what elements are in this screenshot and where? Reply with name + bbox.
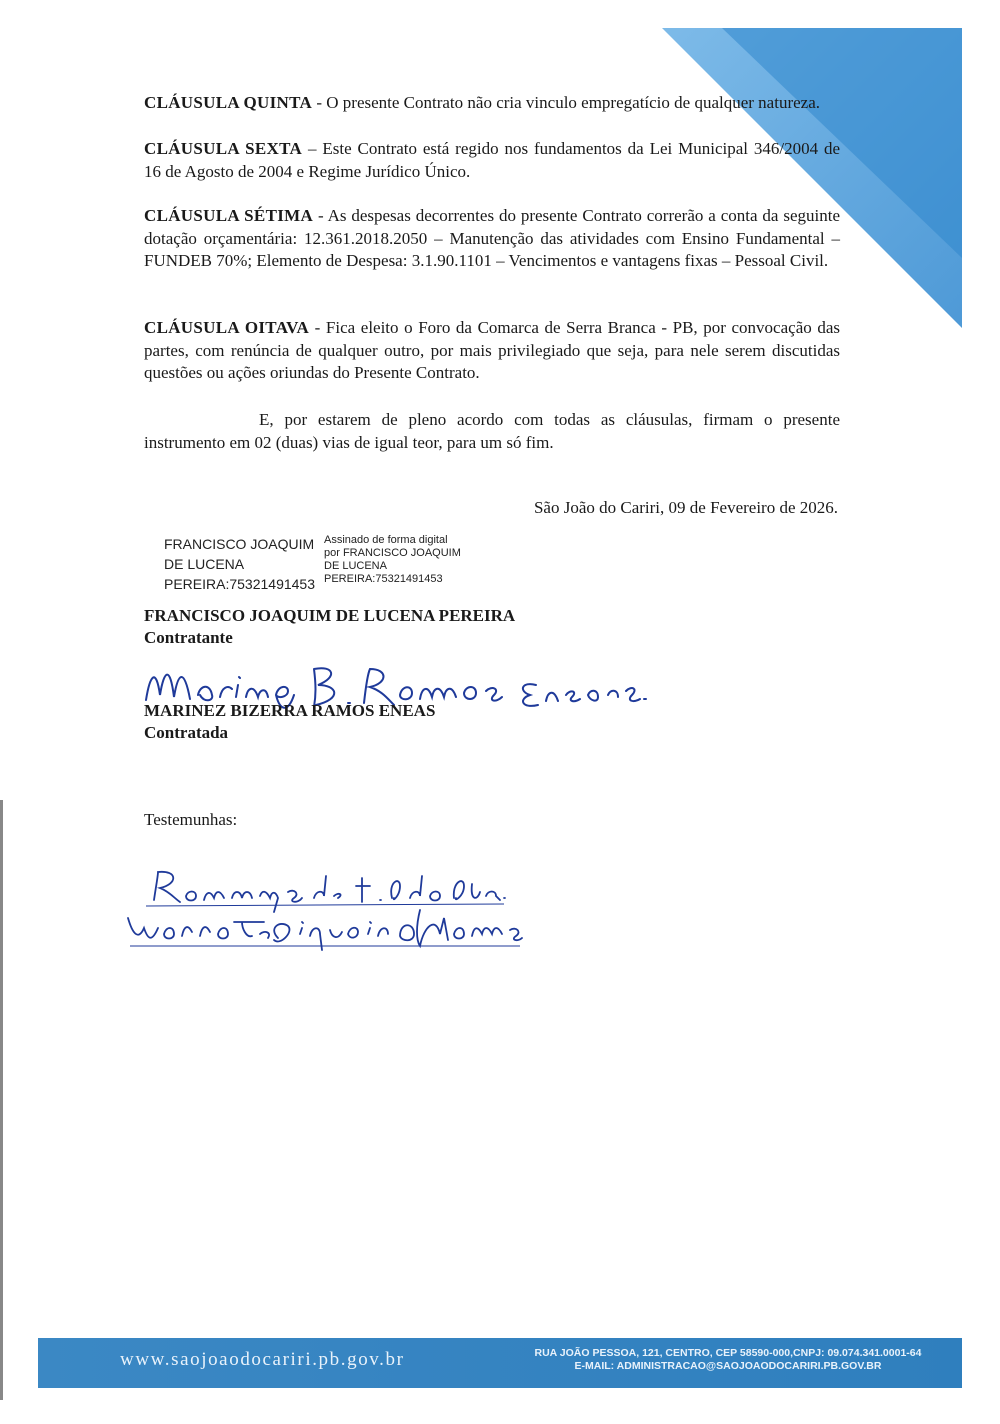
page-edge-shadow	[0, 800, 3, 1400]
clause-setima: CLÁUSULA SÉTIMA - As despesas decorrentes do presente Contrato correrão a conta da seguinte dotação orçamentária: 12.361.2018.2050 – Manutenção das atividades com Ensino Fundamental – FUNDEB 70%; Elemento de Despesa: 3.1.90.1101 – Vencimentos e vantagens fixas – Pessoal Civil.	[144, 206, 840, 270]
witness-signatures	[124, 862, 524, 962]
clause-quinta: CLÁUSULA QUINTA - O presente Contrato não cria vinculo empregatício de qualquer natureza.	[144, 93, 820, 112]
date-line: São João do Cariri, 09 de Fevereiro de 2026.	[533, 498, 838, 517]
footer-contact	[508, 1347, 948, 1373]
footer-address: RUA JOÃO PESSOA, 121, CENTRO, CEP 58590-000,CNPJ: 09.074.341.0001-64	[534, 1347, 922, 1359]
clause-sexta: CLÁUSULA SEXTA – Este Contrato está regido nos fundamentos da Lei Municipal 346/2004 de 16 de Agosto de 2004 e Regime Jurídico Único.	[144, 139, 841, 181]
footer-email[interactable]: E-MAIL: ADMINISTRACAO@SAOJOAODOCARIRI.PB.GOV.BR	[574, 1360, 882, 1372]
witnesses-label: Testemunhas:	[144, 810, 238, 829]
contratada-role: Contratada	[144, 723, 229, 742]
contratante-role: Contratante	[144, 628, 233, 647]
footer-banner	[38, 1338, 962, 1388]
closing-paragraph: E, por estarem de pleno acordo com todas as cláusulas, firmam o presente instrumento em 02 (duas) vias de igual teor, para um só fim.	[144, 410, 840, 452]
digital-signature-note: Assinado de forma digital por FRANCISCO JOAQUIM DE LUCENA PEREIRA:75321491453	[324, 534, 461, 585]
footer-website[interactable]: www.saojoaodocariri.pb.gov.br	[120, 1349, 405, 1370]
contratante-name: FRANCISCO JOAQUIM DE LUCENA PEREIRA	[144, 606, 516, 625]
clause-oitava: CLÁUSULA OITAVA - Fica eleito o Foro da Comarca de Serra Branca - PB, por convocação das partes, com renúncia de qualquer outro, por mais privilegiado que seja, para nele serem discutidas questões ou ações oriundas do Presente Contrato.	[144, 318, 840, 382]
digital-signature-name: FRANCISCO JOAQUIM DE LUCENA PEREIRA:75321491453	[164, 536, 315, 592]
contratada-name: MARINEZ BIZERRA RAMOS ENEAS	[144, 701, 436, 720]
